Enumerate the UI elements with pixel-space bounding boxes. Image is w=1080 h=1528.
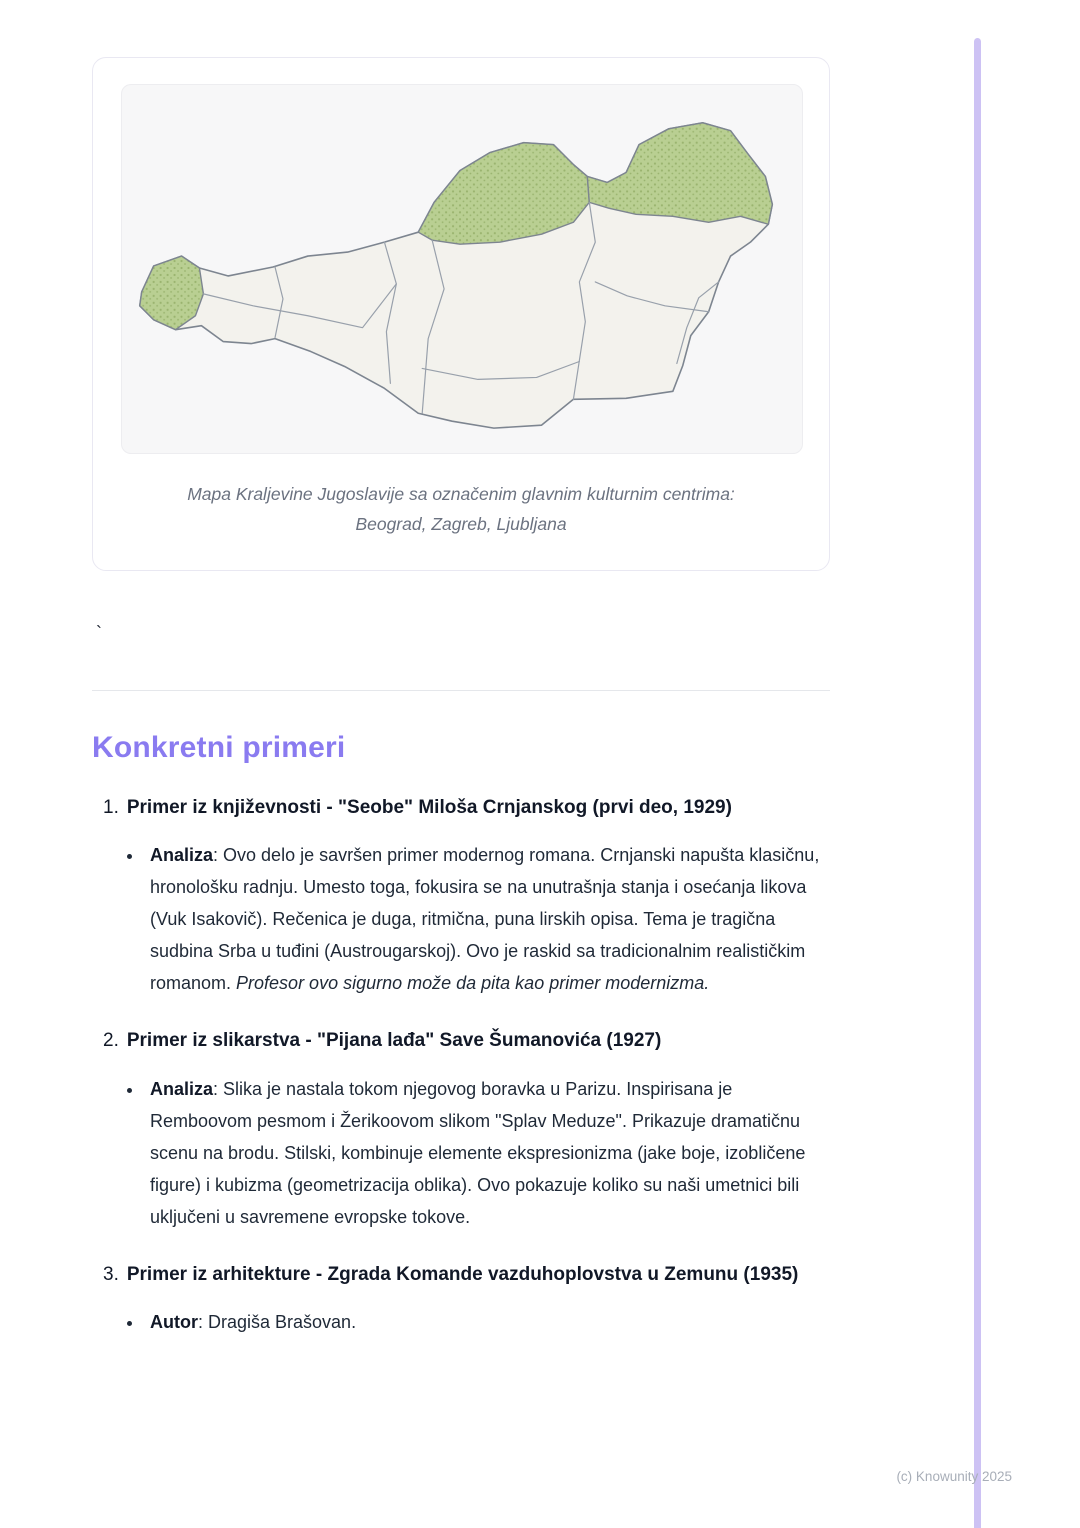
stray-backtick-text: `	[96, 622, 102, 643]
list-item-number: 2.	[103, 1030, 119, 1052]
section-divider	[92, 690, 830, 691]
list-item-heading	[92, 793, 830, 822]
bullet-item	[144, 1306, 830, 1338]
bullet-italic-note: Profesor ovo sigurno može da pita kao primer modernizma.	[231, 973, 710, 994]
bullet-text: : Dragiša Brašovan.	[198, 1312, 357, 1333]
scrollbar[interactable]	[974, 38, 981, 1528]
list-item	[92, 1026, 830, 1233]
map-graphic	[122, 85, 802, 453]
list-item-title: Primer iz književnosti - "Seobe" Miloša Crnjanskog (prvi deo, 1929)	[126, 796, 732, 818]
list-item-heading	[92, 1260, 830, 1289]
copyright-footer: (c) Knowunity 2025	[896, 1469, 1012, 1484]
section-title: Konkretni primeri	[92, 730, 346, 764]
bullet-label: Analiza	[150, 844, 214, 865]
list-item-number: 3.	[103, 1263, 119, 1285]
map-card	[92, 57, 830, 571]
list-item-title: Primer iz arhitekture - Zgrada Komande vazduhoplovstva u Zemunu (1935)	[126, 1263, 799, 1285]
map-caption	[121, 480, 801, 540]
list-item	[92, 793, 830, 1000]
bullet-label: Autor	[150, 1312, 198, 1333]
map-image-frame	[121, 84, 803, 454]
numbered-list	[92, 793, 830, 1339]
bullet-text: : Ovo delo je savršen primer modernog romana. Crnjanski napušta klasičnu, hronološku radnju. Umesto toga, fokusira se na unutrašnja stanja i osećanja likova (Vuk Isakovič). Rečenica je duga, ritmična, puna lirskih opisa. Tema je tragična sudbina Srba u tuđini (Austrougarskoj). Ovo je raskid sa tradicionalnim realističkim romanom.	[150, 844, 820, 994]
list-item-title: Primer iz slikarstva - "Pijana lađa" Save Šumanovića (1927)	[126, 1030, 662, 1052]
list-item-heading	[92, 1026, 830, 1055]
bullet-list	[92, 1306, 830, 1338]
bullet-item	[144, 839, 830, 999]
bullet-list	[92, 839, 830, 999]
bullet-label: Analiza	[150, 1078, 214, 1099]
bullet-text: : Slika je nastala tokom njegovog boravka u Parizu. Inspirisana je Remboovom pesmom i Žerikoovom slikom "Splav Meduze". Prikazuje dramatičnu scenu na brodu. Stilski, kombinuje elemente ekspresionizma (jake boje, izobličene figure) i kubizma (geometrizacija oblika). Ovo pokazuje koliko su naši umetnici bili uključeni u savremene evropske tokove.	[150, 1078, 806, 1227]
bullet-list	[92, 1073, 830, 1233]
map-caption-line2: Beograd, Zagreb, Ljubljana	[355, 513, 567, 534]
list-item-number: 1.	[103, 796, 119, 818]
map-caption-line1: Mapa Kraljevine Jugoslavije sa označenim glavnim kulturnim centrima:	[187, 484, 735, 504]
document-content	[92, 57, 830, 1365]
list-item	[92, 1260, 830, 1338]
bullet-item	[144, 1073, 830, 1233]
